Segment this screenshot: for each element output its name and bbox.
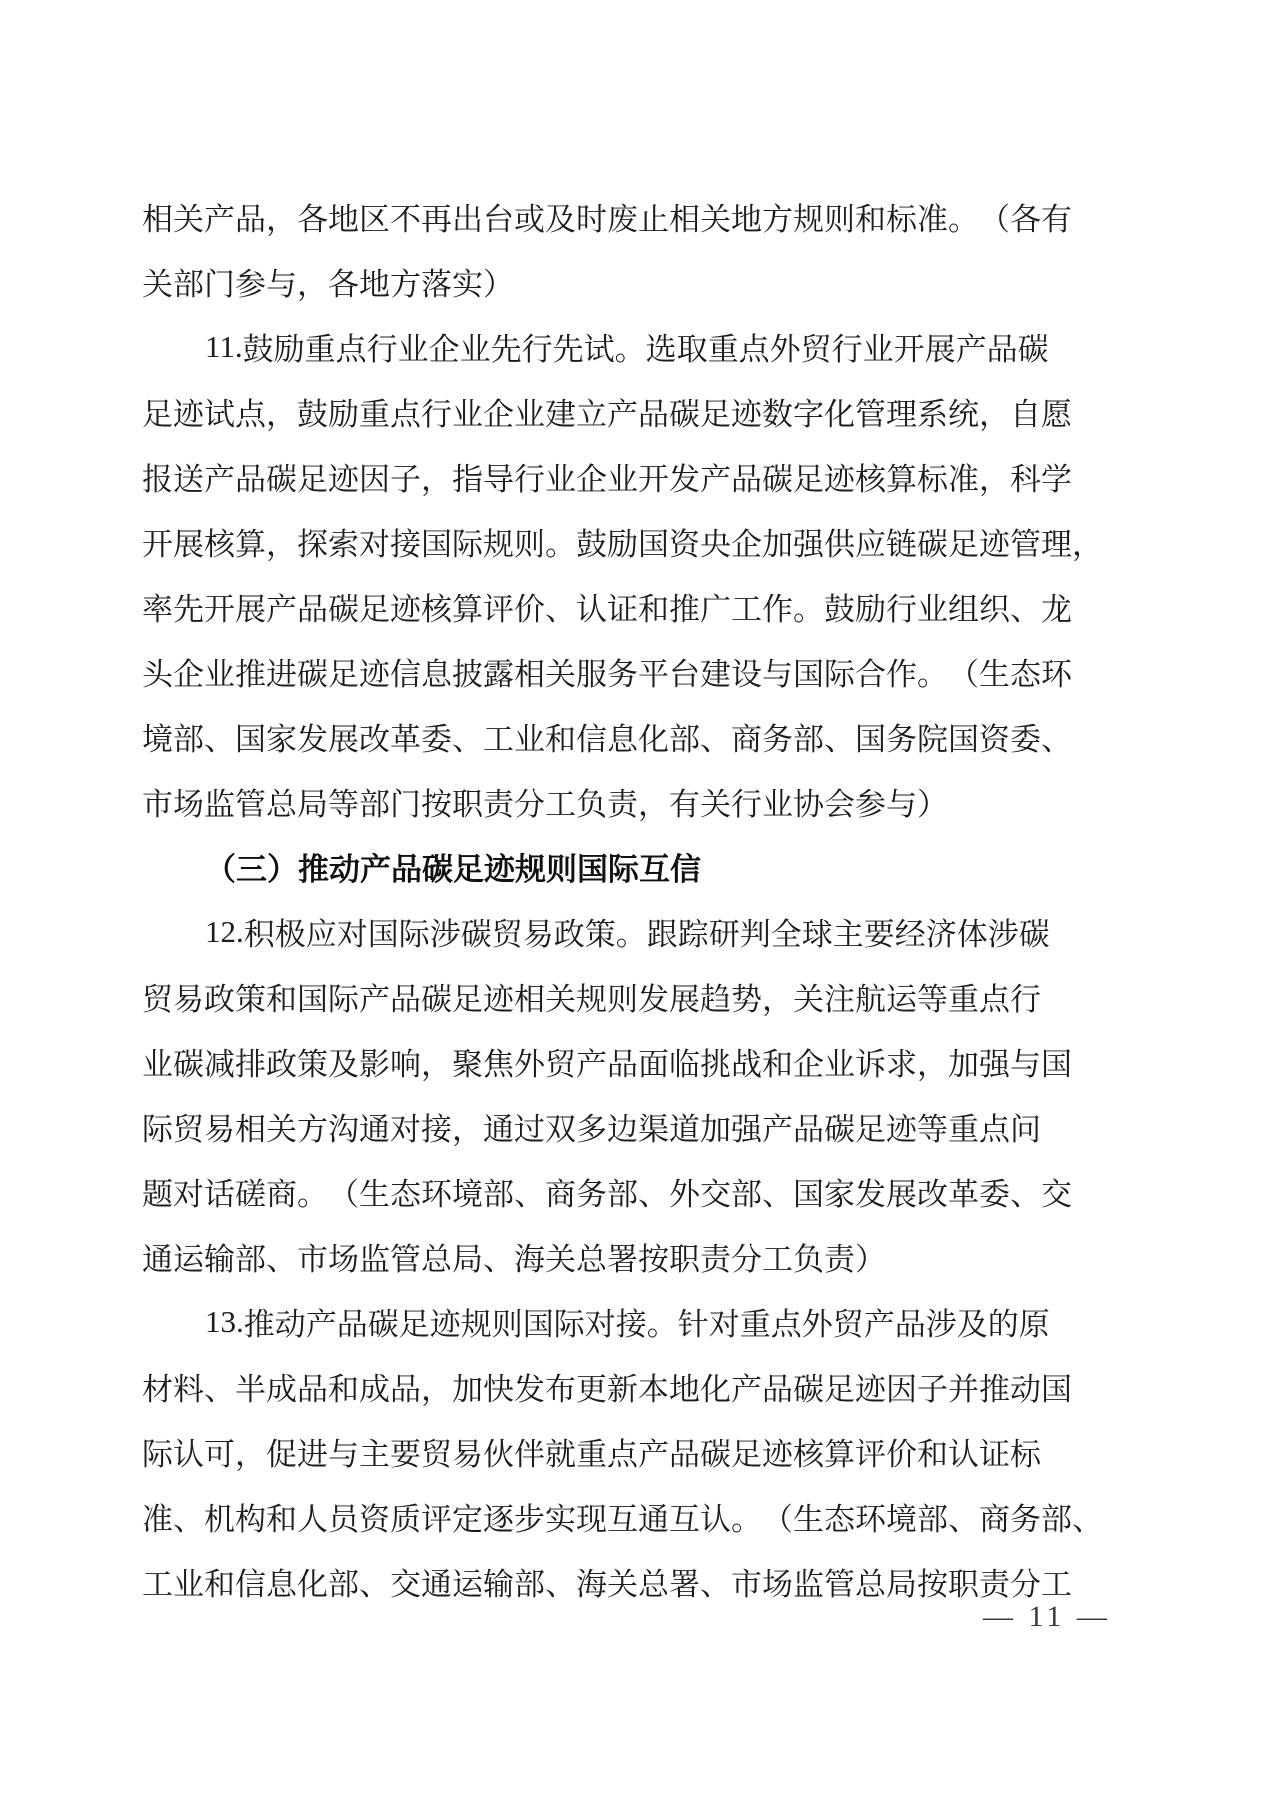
para-item-12-line: 通运输部、市场监管总局、海关总署按职责分工负责）: [142, 1242, 886, 1277]
para-item-12-line: 业 碳 减 排 政 策 及 影 响 ， 聚 焦 外 贸 产 品 面 临 挑 战 和 企 业 诉 求 ， 加 强 与 国: [142, 1047, 1072, 1082]
para-item-13-line: 材 料 、 半 成 品 和 成 品 ， 加 快 发 布 更 新 本 地 化 产 品 碳 足 迹 因 子 并 推 动 国: [142, 1372, 1072, 1407]
para-item-12-line: 12. 积 极 应 对 国 际 涉 碳 贸 易 政 策 。 跟 踪 研 判 全 球 主 要 经 济 体 涉 碳: [205, 913, 1050, 952]
para-item-13-line: 13. 推 动 产 品 碳 足 迹 规 则 国 际 对 接 。 针 对 重 点 外 贸 产 品 涉 及 的 原: [205, 1303, 1050, 1342]
para-item-13-line: 际 认 可 ， 促 进 与 主 要 贸 易 伙 伴 就 重 点 产 品 碳 足 迹 核 算 评 价 和 认 证 标: [142, 1437, 1041, 1472]
para-item-11-line: 头 企 业 推 进 碳 足 迹 信 息 披 露 相 关 服 务 平 台 建 设 与 国 际 合 作 。 （ 生 态 环: [142, 657, 1072, 692]
para-item-12-line: 题 对 话 磋 商 。 （ 生 态 环 境 部 、 商 务 部 、 外 交 部 、 国 家 发 展 改 革 委 、 交: [142, 1177, 1072, 1212]
para-item-11-line: 境 部 、 国 家 发 展 改 革 委 、 工 业 和 信 息 化 部 、 商 务 部 、 国 务 院 国 资 委 、: [142, 722, 1072, 757]
para-continuation-line: 关部门参与，各地方落实）: [142, 267, 514, 302]
para-item-11-line: 11. 鼓 励 重 点 行 业 企 业 先 行 先 试 。 选 取 重 点 外 贸 行 业 开 展 产 品 碳: [205, 328, 1049, 367]
para-item-12-line: 际 贸 易 相 关 方 沟 通 对 接 ， 通 过 双 多 边 渠 道 加 强 产 品 碳 足 迹 等 重 点 问: [142, 1112, 1041, 1147]
para-item-11-line: 报 送 产 品 碳 足 迹 因 子 ， 指 导 行 业 企 业 开 发 产 品 碳 足 迹 核 算 标 准 ， 科 学: [142, 462, 1072, 497]
page-number: — 11 —: [983, 1600, 1111, 1633]
para-item-11-line: 市场监管总局等部门按职责分工负责，有关行业协会参与）: [142, 787, 948, 822]
heading-section-3-line: （三）推动产品碳足迹规则国际互信: [205, 852, 701, 887]
document-body: [142, 184, 1103, 1614]
para-item-11-line: 足 迹 试 点 ， 鼓 励 重 点 行 业 企 业 建 立 产 品 碳 足 迹 数 字 化 管 理 系 统 ， 自 愿: [142, 397, 1072, 432]
para-item-11-line: 率 先 开 展 产 品 碳 足 迹 核 算 评 价 、 认 证 和 推 广 工 作 。 鼓 励 行 业 组 织 、 龙: [142, 592, 1072, 627]
para-continuation-line: 相 关 产 品 ， 各 地 区 不 再 出 台 或 及 时 废 止 相 关 地 方 规 则 和 标 准 。 （ 各 有: [142, 202, 1072, 237]
para-item-11-line: 开 展 核 算 ， 探 索 对 接 国 际 规 则 。 鼓 励 国 资 央 企 加 强 供 应 链 碳 足 迹 管 理 ，: [142, 527, 1103, 562]
para-item-13-line: 准 、 机 构 和 人 员 资 质 评 定 逐 步 实 现 互 通 互 认 。 （ 生 态 环 境 部 、 商 务 部 、: [142, 1502, 1103, 1537]
para-item-13-line: 工 业 和 信 息 化 部 、 交 通 运 输 部 、 海 关 总 署 、 市 场 监 管 总 局 按 职 责 分 工: [142, 1567, 1072, 1602]
para-item-12-line: 贸 易 政 策 和 国 际 产 品 碳 足 迹 相 关 规 则 发 展 趋 势 ， 关 注 航 运 等 重 点 行: [142, 982, 1041, 1017]
